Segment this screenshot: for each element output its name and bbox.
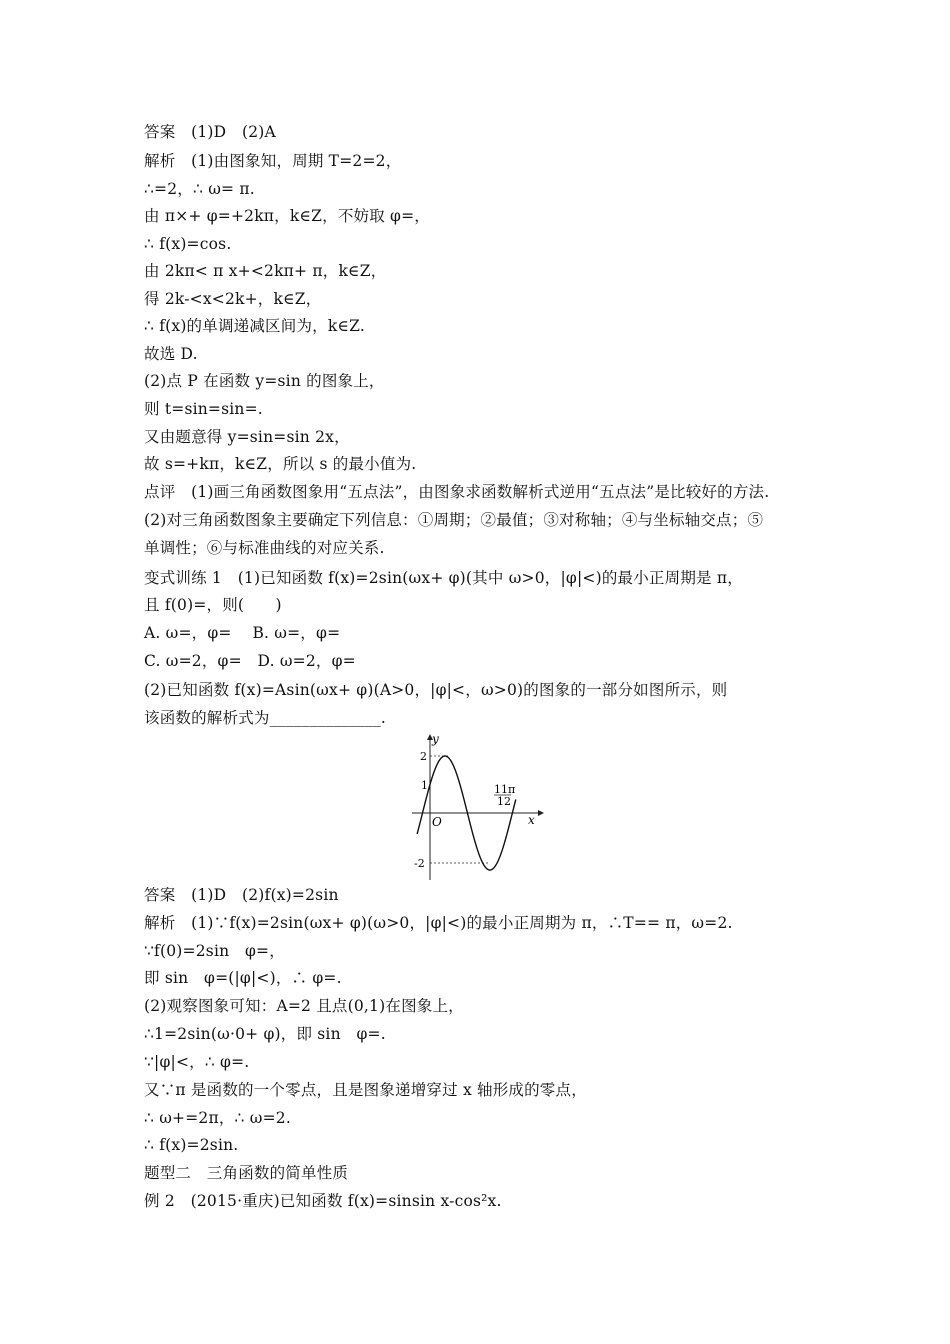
text-line: 故选 D. — [144, 345, 198, 363]
x-axis-label: x — [528, 813, 535, 827]
annotation-numerator: 11π — [494, 783, 516, 796]
text-line: 由 2kπ< π x+<2kπ+ π，k∈Z， — [144, 262, 387, 280]
y-tick-one: 1 — [421, 779, 428, 792]
text-line: 即 sin φ=(|φ|<)，∴ φ=. — [144, 969, 342, 987]
text-line: 题型二 三角函数的简单性质 — [144, 1164, 349, 1182]
text-line: 例 2 (2015·重庆)已知函数 f(x)=sinsin x-cos²x. — [144, 1192, 502, 1210]
y-tick-max: 2 — [420, 750, 427, 763]
text-line: 变式训练 1 (1)已知函数 f(x)=2sin(ωx+ φ)(其中 ω>0，|φ|<)的最小正周期是 π， — [144, 569, 743, 587]
text-line: 该函数的解析式为______________. — [144, 709, 387, 727]
text-line: ∵|φ|<，∴ φ=. — [144, 1053, 250, 1071]
text-line: 又由题意得 y=sin=sin 2x， — [144, 428, 350, 446]
text-line: (2)点 P 在函数 y=sin 的图象上， — [144, 372, 385, 390]
x-axis-arrow — [538, 810, 544, 816]
text-line: ∴ f(x)=2sin. — [144, 1136, 239, 1154]
text-line: 由 π×+ φ=+2kπ，k∈Z，不妨取 φ=， — [144, 207, 430, 225]
sine-graph-figure — [400, 732, 550, 882]
text-line: ∴ f(x)=cos. — [144, 235, 232, 253]
text-line: 解析 (1)由图象知，周期 T=2=2， — [144, 152, 402, 170]
text-line: ∴ ω+=2π，∴ ω=2. — [144, 1109, 291, 1127]
text-line: ∴ f(x)的单调递减区间为，k∈Z. — [144, 317, 365, 335]
text-line: 答案 (1)D (2)f(x)=2sin — [144, 886, 339, 904]
text-line: (2)已知函数 f(x)=Asin(ωx+ φ)(A>0，|φ|<，ω>0)的图象的一部分如图所示，则 — [144, 681, 728, 699]
text-line: 得 2k-<x<2k+，k∈Z， — [144, 290, 322, 308]
y-axis-label: y — [432, 732, 439, 746]
annotation-denominator: 12 — [497, 795, 511, 808]
text-line: 且 f(0)=，则( ) — [144, 596, 282, 614]
text-line: ∴=2，∴ ω= π. — [144, 180, 255, 198]
text-line: 则 t=sin=sin=. — [144, 400, 263, 418]
text-line: C. ω=2，φ= D. ω=2，φ= — [144, 652, 356, 670]
y-tick-min: -2 — [414, 857, 425, 870]
text-line: 又∵π 是函数的一个零点，且是图象递增穿过 x 轴形成的零点， — [144, 1081, 587, 1099]
text-line: A. ω=，φ= B. ω=，φ= — [144, 624, 341, 642]
text-line: 故 s=+kπ，k∈Z，所以 s 的最小值为. — [144, 455, 417, 473]
text-line: 解析 (1)∵f(x)=2sin(ωx+ φ)(ω>0，|φ|<)的最小正周期为 π，∴T== π，ω=2. — [144, 914, 733, 932]
text-line: 单调性；⑥与标准曲线的对应关系. — [144, 539, 385, 557]
text-line: ∴1=2sin(ω·0+ φ)，即 sin φ=. — [144, 1025, 386, 1043]
text-line: (2)对三角函数图象主要确定下列信息：①周期；②最值；③对称轴；④与坐标轴交点；⑤ — [144, 511, 764, 529]
text-line: 点评 (1)画三角函数图象用“五点法”，由图象求函数解析式逆用“五点法”是比较好的方法. — [144, 483, 770, 501]
sine-graph-svg — [400, 732, 550, 882]
origin-label: O — [432, 815, 442, 829]
text-line: ∵f(0)=2sin φ=， — [144, 942, 285, 960]
text-line: 答案 (1)D (2)A — [144, 123, 276, 141]
text-line: (2)观察图象可知：A=2 且点(0,1)在图象上， — [144, 997, 464, 1015]
